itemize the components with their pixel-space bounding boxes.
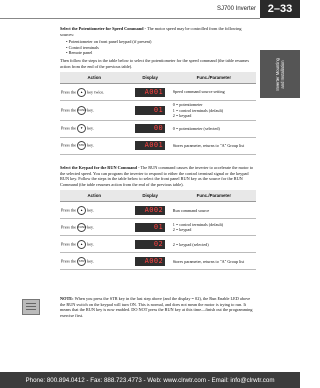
- section-side-tab: [260, 50, 300, 98]
- section1-lead-rest: - The motor speed may be controlled from the following sources:: [60, 26, 242, 37]
- list-item: • Remote panel: [66, 50, 256, 56]
- func-text: 0 = potentiometer (selected): [172, 120, 256, 137]
- header-title: SJ700 Inverter: [216, 6, 256, 12]
- col-action: Action: [60, 72, 129, 84]
- action-text: Press the: [61, 125, 77, 131]
- table-row: [60, 120, 256, 137]
- up-key-icon: ▲: [77, 206, 86, 215]
- page-number-tab: 2–33: [260, 0, 300, 18]
- note-label: NOTE:: [60, 296, 74, 301]
- func-text: Run command source: [172, 202, 256, 219]
- action-text: Press the: [61, 241, 77, 247]
- list-item: • Control terminals: [66, 45, 256, 51]
- section2-lead: Select the Keypad for the RUN Command: [60, 164, 138, 170]
- lcd-display: A001: [135, 88, 165, 97]
- lcd-display: 00: [135, 124, 165, 133]
- action-text: Press the: [61, 207, 77, 213]
- col-func: Func./Parameter: [172, 190, 256, 202]
- lcd-display: A001: [135, 141, 165, 150]
- func-text: 0 = potentiometer 1 = control terminals (default) 2 = keypad: [172, 101, 256, 121]
- action-text: key twice.: [86, 89, 105, 95]
- table-row: [60, 236, 256, 253]
- lcd-display: 01: [135, 223, 165, 232]
- section-side-tab-label: Inverter Mounting and Installation: [275, 57, 285, 91]
- action-text: key.: [86, 125, 94, 131]
- col-action: Action: [60, 190, 129, 202]
- run-table: [60, 190, 256, 270]
- section1-lead: Select the Potentiometer for Speed Command: [60, 26, 144, 31]
- section2-lead-rest: - The RUN command causes the inverter to accelerate the motor to the selected speed. You can program the inverter to respond to either the control terminal signal or the keypad RUN key. Follow the steps in the table below to select the front panel RUN key as the source for the RUN Command (the table resumes action from the end of the previous table).: [60, 164, 254, 187]
- table-row: [60, 101, 256, 121]
- header-divider: [0, 18, 260, 19]
- action-text: Press the: [61, 107, 77, 113]
- lcd-display: A002: [135, 257, 165, 266]
- action-text: key.: [86, 258, 94, 264]
- table-row: [60, 202, 256, 219]
- section1-intro: [60, 26, 256, 37]
- func-text: Speed command source setting: [172, 84, 256, 101]
- action-text: Press the: [61, 89, 77, 95]
- action-text: key.: [86, 241, 94, 247]
- table-row: [60, 84, 256, 101]
- func-text: 1 = control terminals (default) 2 = keypad: [172, 219, 256, 236]
- table-row: [60, 253, 256, 270]
- note-block: [60, 296, 256, 318]
- store-key-icon: STR: [77, 141, 86, 150]
- func-text: Stores parameter, returns to "A" Group list: [172, 137, 256, 154]
- func-text: Stores parameter, returns to "A" Group list: [172, 253, 256, 270]
- col-func: Func./Parameter: [172, 72, 256, 84]
- lcd-display: 01: [135, 106, 165, 115]
- action-text: key.: [86, 207, 94, 213]
- func-key-icon: FUNC: [77, 106, 86, 115]
- action-text: Press the: [61, 224, 77, 230]
- lcd-display: A002: [135, 206, 165, 215]
- action-text: key.: [86, 107, 94, 113]
- note-icon: [22, 299, 40, 315]
- table-header-row: [60, 190, 256, 202]
- col-display: Display: [129, 72, 172, 84]
- down-key-icon: ▼: [77, 124, 86, 133]
- up-key-icon: ▲: [77, 240, 86, 249]
- action-text: Press the: [61, 258, 77, 264]
- table-row: [60, 137, 256, 154]
- contact-footer: Phone: 800.894.0412 - Fax: 888.723.4773 - Web: www.clrwtr.com - Email: info@clrwtr.com: [0, 372, 300, 388]
- section2-intro: [60, 165, 256, 187]
- action-text: key.: [86, 224, 94, 230]
- store-key-icon: STR: [77, 257, 86, 266]
- up-key-icon: ▲: [77, 88, 86, 97]
- func-key-icon: FUNC: [77, 223, 86, 232]
- source-list: [66, 39, 256, 56]
- main-content: [60, 26, 256, 280]
- section1-after: Then follow the steps in the table below to select the potentiometer for the speed command (the table resumes action from the end of the previous table).: [60, 57, 250, 69]
- note-text: When you press the STR key in the last step above (and the display = 02), the Run Enable LED above the RUN switch on the keypad will turn ON. This is normal, and does not mean the motor is trying to run. It means that the RUN key is now enabled. DO NOT press the RUN key at this time—finish out the programming exercise first.: [60, 296, 253, 318]
- func-text: 2 = keypad (selected): [172, 236, 256, 253]
- action-text: Press the: [61, 142, 77, 148]
- col-display: Display: [129, 190, 172, 202]
- pot-table: [60, 72, 256, 155]
- lcd-display: 02: [135, 240, 165, 249]
- table-header-row: [60, 72, 256, 84]
- action-text: key.: [86, 142, 94, 148]
- list-item: • Potentiometer on front panel keypad (if present): [66, 39, 256, 45]
- table-row: [60, 219, 256, 236]
